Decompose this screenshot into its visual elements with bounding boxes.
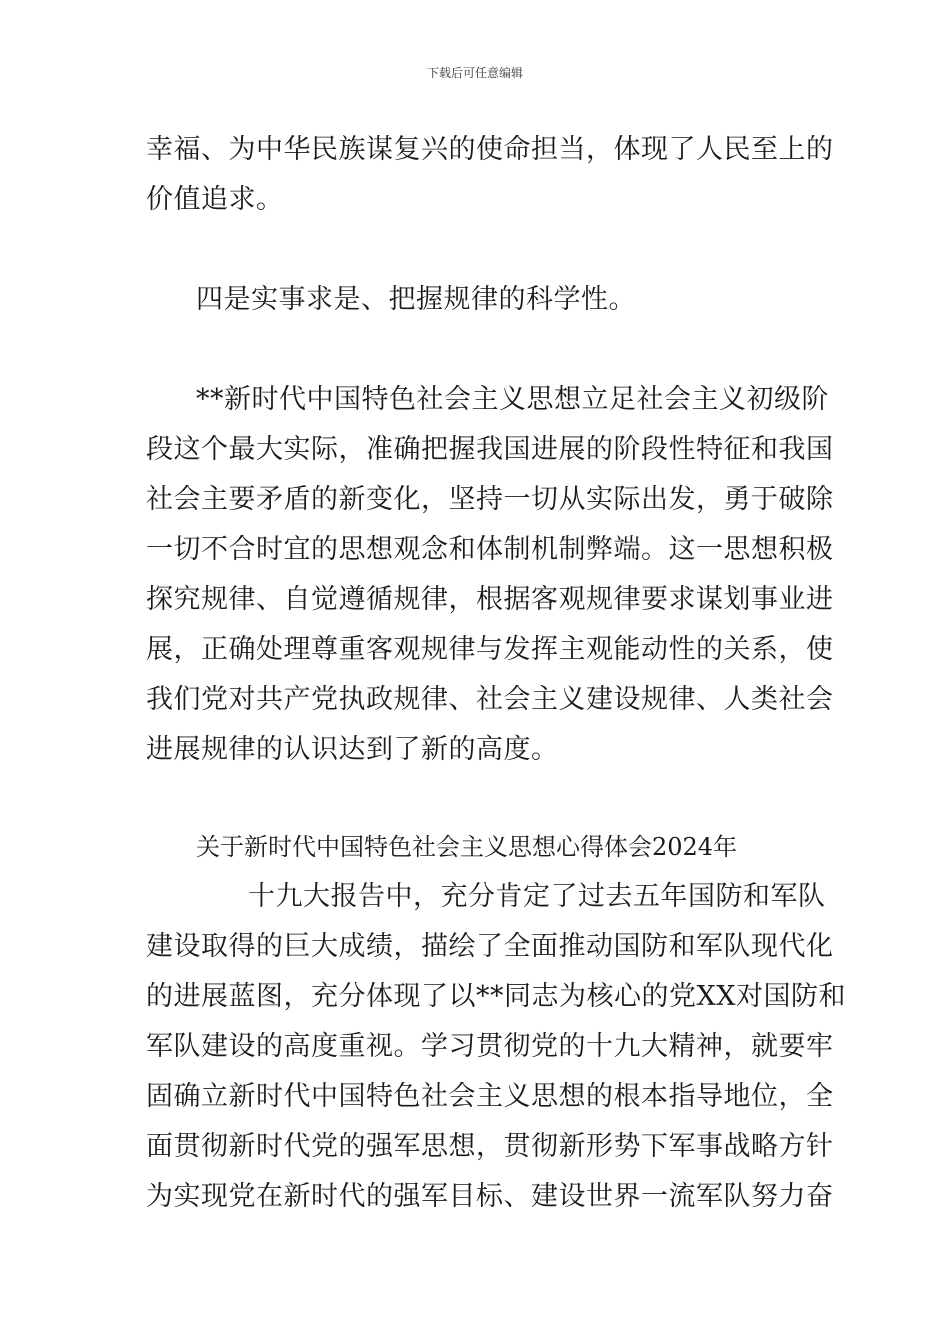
body-line: 军队建设的高度重视。学习贯彻党的十九大精神，就要牢 [146,1031,834,1062]
body-line: 展，正确处理尊重客观规律与发挥主观能动性的关系，使 [146,634,834,665]
document-title: 关于新时代中国特色社会主义思想心得体会2024年 [196,833,738,861]
body-line: 幸福、为中华民族谋复兴的使命担当，体现了人民至上的 [146,134,834,165]
section-heading: 四是实事求是、把握规律的科学性。 [196,284,636,315]
body-line: **新时代中国特色社会主义思想立足社会主义初级阶 [196,384,829,415]
body-line: 一切不合时宜的思想观念和体制机制弊端。这一思想积极 [146,534,834,565]
body-line: 十九大报告中，充分肯定了过去五年国防和军队 [248,881,826,912]
body-line: 探究规律、自觉遵循规律，根据客观规律要求谋划事业进 [146,584,834,615]
body-line: 的进展蓝图，充分体现了以**同志为核心的党XX对国防和 [146,981,846,1012]
body-line: 我们党对共产党执政规律、社会主义建设规律、人类社会 [146,684,834,715]
page-header: 下载后可任意编辑 [426,66,523,80]
body-line: 固确立新时代中国特色社会主义思想的根本指导地位，全 [146,1081,834,1112]
body-line: 建设取得的巨大成绩，描绘了全面推动国防和军队现代化 [146,931,834,962]
body-line: 社会主要矛盾的新变化，坚持一切从实际出发，勇于破除 [146,484,834,515]
body-line: 面贯彻新时代党的强军思想，贯彻新形势下军事战略方针 [146,1131,834,1162]
body-line: 价值追求。 [146,184,284,215]
body-line: 为实现党在新时代的强军目标、建设世界一流军队努力奋 [146,1181,834,1212]
body-line: 进展规律的认识达到了新的高度。 [146,734,559,765]
body-line: 段这个最大实际，准确把握我国进展的阶段性特征和我国 [146,434,834,465]
